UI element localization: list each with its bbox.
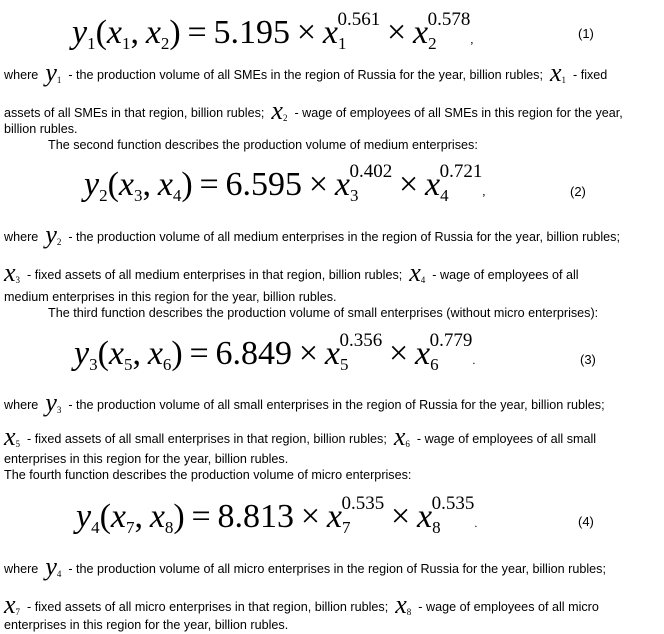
- equation-number-4: (4): [578, 514, 594, 529]
- where-block-2-line-1: where $y_2$ - the production volume of all medium enterprises in the region of Russia for the year, billion rubles;: [4, 220, 620, 249]
- equation-number-2: (2): [570, 184, 586, 199]
- where-block-2-line-2: $x_3$ - fixed assets of all medium enterprises in that region, billion rubles; $x_4$ - wage of employees of all: [4, 258, 579, 287]
- where-block-3-line-2: $x_5$ - fixed assets of all small enterprises in that region, billion rubles; $x_6$ - wage of employees of all small: [4, 422, 597, 451]
- where-block-4-line-1: where $y_4$ - the production volume of all micro enterprises in the region of Russia for the year, billion rubles;: [4, 552, 606, 581]
- where-block-3-line-1: where $y_3$ - the production volume of all small enterprises in the region of Russia for the year, billion rubles;: [4, 388, 605, 417]
- equation-number-3: (3): [580, 352, 596, 367]
- equation-number-1: (1): [578, 26, 594, 41]
- where-block-2-line-3: medium enterprises in this region for the year, billion rubles.: [4, 290, 337, 304]
- where-block-1-line-3: billion rubles.: [4, 122, 78, 136]
- equation-3: $y_3(x_5$, $x_6) = 6.849 \times x_5^{0.356} \times x_6^{0.779}$.: [74, 330, 476, 374]
- equation-2: $y_2(x_3$, $x_4) = 6.595 \times x_3^{0.402} \times x_4^{0.721}$,: [84, 161, 486, 205]
- where-block-3-line-3: enterprises in this region for the year, billion rubles.: [4, 452, 289, 466]
- where-block-4-line-3: enterprises in this region for the year, billion rubles.: [4, 618, 289, 632]
- equation-1: $y_1(x_1$, $x_2) = 5.195 \times x_1^{0.561} \times x_2^{0.578}$,: [72, 9, 474, 53]
- intro-paragraph-4: The fourth function describes the production volume of micro enterprises:: [4, 468, 412, 482]
- equation-4: $y_4(x_7$, $x_8) = 8.813 \times x_7^{0.535} \times x_8^{0.535}$.: [76, 493, 478, 537]
- where-block-1-line-1: where $y_1$ - the production volume of all SMEs in the region of Russia for the year, billion rubles; $x_1$ - fixed: [4, 58, 608, 87]
- intro-paragraph-3: The third function describes the production volume of small enterprises (without micro enterprises):: [48, 306, 599, 320]
- where-block-4-line-2: $x_7$ - fixed assets of all micro enterprises in that region, billion rubles; $x_8$ - wage of employees of all micro: [4, 590, 599, 619]
- intro-paragraph-2: The second function describes the production volume of medium enterprises:: [48, 138, 478, 152]
- where-block-1-line-2: assets of all SMEs in that region, billion rubles; $x_2$ - wage of employees of all SMEs in this region for the year,: [4, 96, 623, 125]
